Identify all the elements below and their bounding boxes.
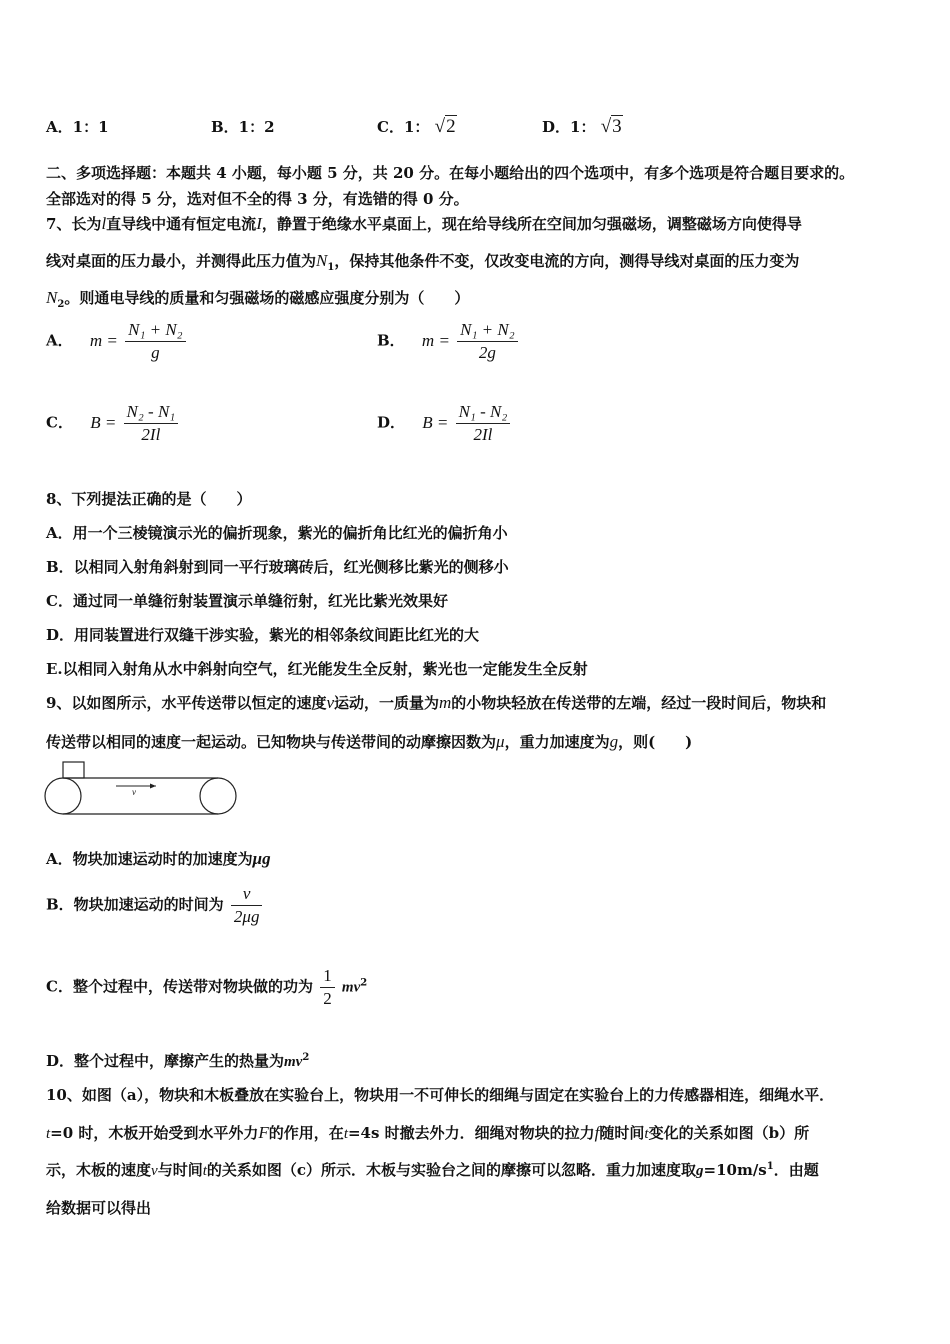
q7-text: 直导线中通有恒定电流: [106, 215, 257, 233]
q7-option-b-label: B．: [377, 331, 405, 350]
q7-option-d-fraction: [456, 402, 511, 445]
numerator: N₁ + N₂: [125, 320, 185, 342]
q10-var-v: v: [151, 1163, 158, 1179]
section2-line1: 二、多项选择题：本题共 4 小题，每小题 5 分，共 20 分。在每小题给出的四个选项中，有多个选项是符合题目要求的。: [46, 164, 855, 182]
q9-conveyor-figure: [44, 760, 238, 816]
q9-var-g: g: [609, 732, 619, 751]
superscript: 1: [766, 1161, 774, 1172]
q7-option-d: [377, 402, 512, 445]
numerator: N₂ - N₁: [124, 402, 179, 424]
q7-option-a-fraction: [125, 320, 185, 363]
q7-var-I: I: [256, 214, 262, 233]
right-pulley: [200, 778, 236, 814]
q10-var-g: g: [696, 1163, 704, 1179]
q7-option-b-fraction: [457, 320, 517, 363]
q10-text: 与时间: [157, 1161, 203, 1179]
q10-var-t: t: [644, 1126, 649, 1142]
q9-option-c: [46, 966, 367, 1009]
q7-option-a-label: A．: [46, 331, 73, 350]
q7-stem-line1: [46, 213, 802, 234]
left-pulley: [45, 778, 81, 814]
q10-var-f: f: [594, 1123, 600, 1142]
denominator: 2: [323, 989, 332, 1008]
q10-text: 随时间: [599, 1124, 645, 1142]
q7-option-a-lhs: m =: [89, 330, 118, 350]
q9-var-v: v: [326, 693, 334, 712]
q7-text: ，保持其他条件不变，仅改变电流的方向，测得导线对桌面的压力变为: [334, 252, 800, 270]
q7-option-c-fraction: [124, 402, 179, 445]
q7-option-c-lhs: B =: [90, 412, 117, 432]
q9-var-mu: μ: [496, 732, 505, 751]
denominator: 2μg: [233, 907, 260, 926]
velocity-arrowhead: [150, 784, 156, 789]
q7-sub: 1: [327, 262, 335, 273]
q10-var-F: F: [258, 1123, 269, 1142]
q8-stem: 8、下列提法正确的是（ ）: [46, 490, 252, 508]
q9-option-a: [46, 848, 271, 869]
q10-text: =0 时，木板开始受到水平外力: [50, 1124, 259, 1142]
q7-var-N: N: [316, 251, 328, 270]
numerator: v: [231, 884, 263, 906]
q9-option-a-math: μg: [252, 849, 271, 868]
q7-option-c: [46, 402, 180, 445]
q10-line1: 10、如图（a），物块和木板叠放在实验台上，物块用一不可伸长的细绳与固定在实验台上的力传感器相连，细绳水平．: [46, 1086, 835, 1104]
q9-text: 的小物块轻放在传送带的左端，经过一段时间后，物块和: [451, 694, 827, 712]
q10-line4: 给数据可以得出: [46, 1199, 152, 1217]
q10-text: ．由题: [773, 1161, 819, 1179]
q10-text: 的作用，在: [268, 1124, 344, 1142]
q9-option-c-fraction: [320, 966, 335, 1009]
q7-var-N: N: [46, 288, 58, 307]
q10-text: =10m/s: [703, 1161, 767, 1179]
q9-option-b: [46, 884, 264, 927]
q7-stem-line3: [46, 287, 469, 310]
q6-option-d-sqrt: √3: [600, 116, 622, 137]
q7-text: 线对桌面的压力最小，并测得此压力值为: [46, 252, 317, 270]
q7-option-a: [46, 320, 188, 363]
q9-option-d: [46, 1050, 309, 1071]
q10-line2: [46, 1122, 809, 1143]
q7-option-c-label: C．: [46, 413, 73, 432]
q7-option-d-lhs: B =: [422, 412, 449, 432]
velocity-label: v: [132, 787, 136, 797]
q9-text: ，则( ): [618, 733, 693, 751]
denominator: 2Il: [473, 425, 493, 444]
q7-option-b: [377, 320, 520, 363]
q9-text: ，重力加速度为: [504, 733, 610, 751]
q8-option-a: A．用一个三棱镜演示光的偏折现象，紫光的偏折角比红光的偏折角小: [46, 524, 508, 542]
block: [63, 762, 84, 778]
section2-line2: 全部选对的得 5 分，选对但不全的得 3 分，有选错的得 0 分。: [46, 190, 469, 208]
numerator: N₁ + N₂: [457, 320, 517, 342]
numerator: N₁ - N₂: [456, 402, 511, 424]
q7-stem-line2: [46, 250, 799, 273]
q7-text: 7、长为: [46, 215, 102, 233]
q9-option-c-text: C．整个过程中，传送带对物块做的功为: [46, 977, 313, 996]
q6-option-b: B．1：2: [211, 118, 275, 136]
q9-stem-line1: [46, 692, 826, 713]
q8-option-e: E.以相同入射角从水中斜射向空气，红光能发生全反射，紫光也一定能发生全反射: [46, 660, 588, 678]
denominator: g: [151, 343, 160, 362]
q9-var-m: m: [439, 693, 452, 712]
denominator: 2g: [478, 343, 496, 362]
q6-option-d: [542, 116, 623, 138]
q6-option-d-radicand: 3: [612, 116, 622, 137]
q9-stem-line2: [46, 731, 692, 752]
q6-option-c-sqrt: √2: [434, 116, 456, 137]
numerator: 1: [320, 966, 335, 988]
q9-option-a-text: A．物块加速运动时的加速度为: [46, 850, 253, 868]
q10-text: =4s 时撤去外力．细绳对物块的拉力: [347, 1124, 595, 1142]
q8-option-d: D．用同装置进行双缝干涉实验，紫光的相邻条纹间距比红光的大: [46, 626, 480, 644]
q9-text: 传送带以相同的速度一起运动。已知物块与传送带间的动摩擦因数为: [46, 733, 497, 751]
superscript: 2: [360, 977, 368, 989]
q9-option-b-text: B．物块加速运动的时间为: [46, 895, 224, 914]
superscript: 2: [302, 1052, 310, 1063]
q6-option-c-label: C．1：: [377, 118, 430, 136]
denominator: 2Il: [141, 425, 161, 444]
q9-option-d-mv: mv: [284, 1054, 303, 1070]
q8-option-c: C．通过同一单缝衍射装置演示单缝衍射，红光比紫光效果好: [46, 592, 448, 610]
q7-text: 。则通电导线的质量和匀强磁场的磁感应强度分别为（ ）: [64, 289, 470, 307]
q10-text: 变化的关系如图（b）所: [648, 1124, 810, 1142]
q10-var-t: t: [46, 1126, 51, 1142]
q7-option-b-lhs: m =: [421, 330, 450, 350]
q6-option-c: [377, 116, 457, 138]
q9-option-b-fraction: [231, 884, 263, 927]
q6-option-a: A．1：1: [46, 118, 109, 136]
q6-option-d-label: D．1：: [542, 118, 596, 136]
q7-var-l: l: [101, 214, 107, 233]
q7-option-d-label: D．: [377, 413, 406, 432]
q10-var-t: t: [202, 1163, 207, 1179]
q6-option-c-radicand: 2: [446, 116, 456, 137]
q9-text: 运动，一质量为: [334, 694, 440, 712]
q8-option-b: B．以相同入射角斜射到同一平行玻璃砖后，红光侧移比紫光的侧移小: [46, 558, 509, 576]
q10-text: 的关系如图（c）所示．木板与实验台之间的摩擦可以忽略．重力加速度取: [206, 1161, 697, 1179]
q10-line3: [46, 1159, 819, 1180]
q9-option-c-mv: mv: [341, 979, 361, 996]
q7-text: ，静置于绝缘水平桌面上，现在给导线所在空间加匀强磁场，调整磁场方向使得导: [261, 215, 802, 233]
q7-sub: 2: [57, 299, 65, 310]
q10-var-t: t: [343, 1126, 348, 1142]
q9-text: 9、以如图所示，水平传送带以恒定的速度: [46, 694, 327, 712]
q9-option-d-text: D．整个过程中，摩擦产生的热量为: [46, 1052, 285, 1070]
q10-text: 示，木板的速度: [46, 1161, 152, 1179]
